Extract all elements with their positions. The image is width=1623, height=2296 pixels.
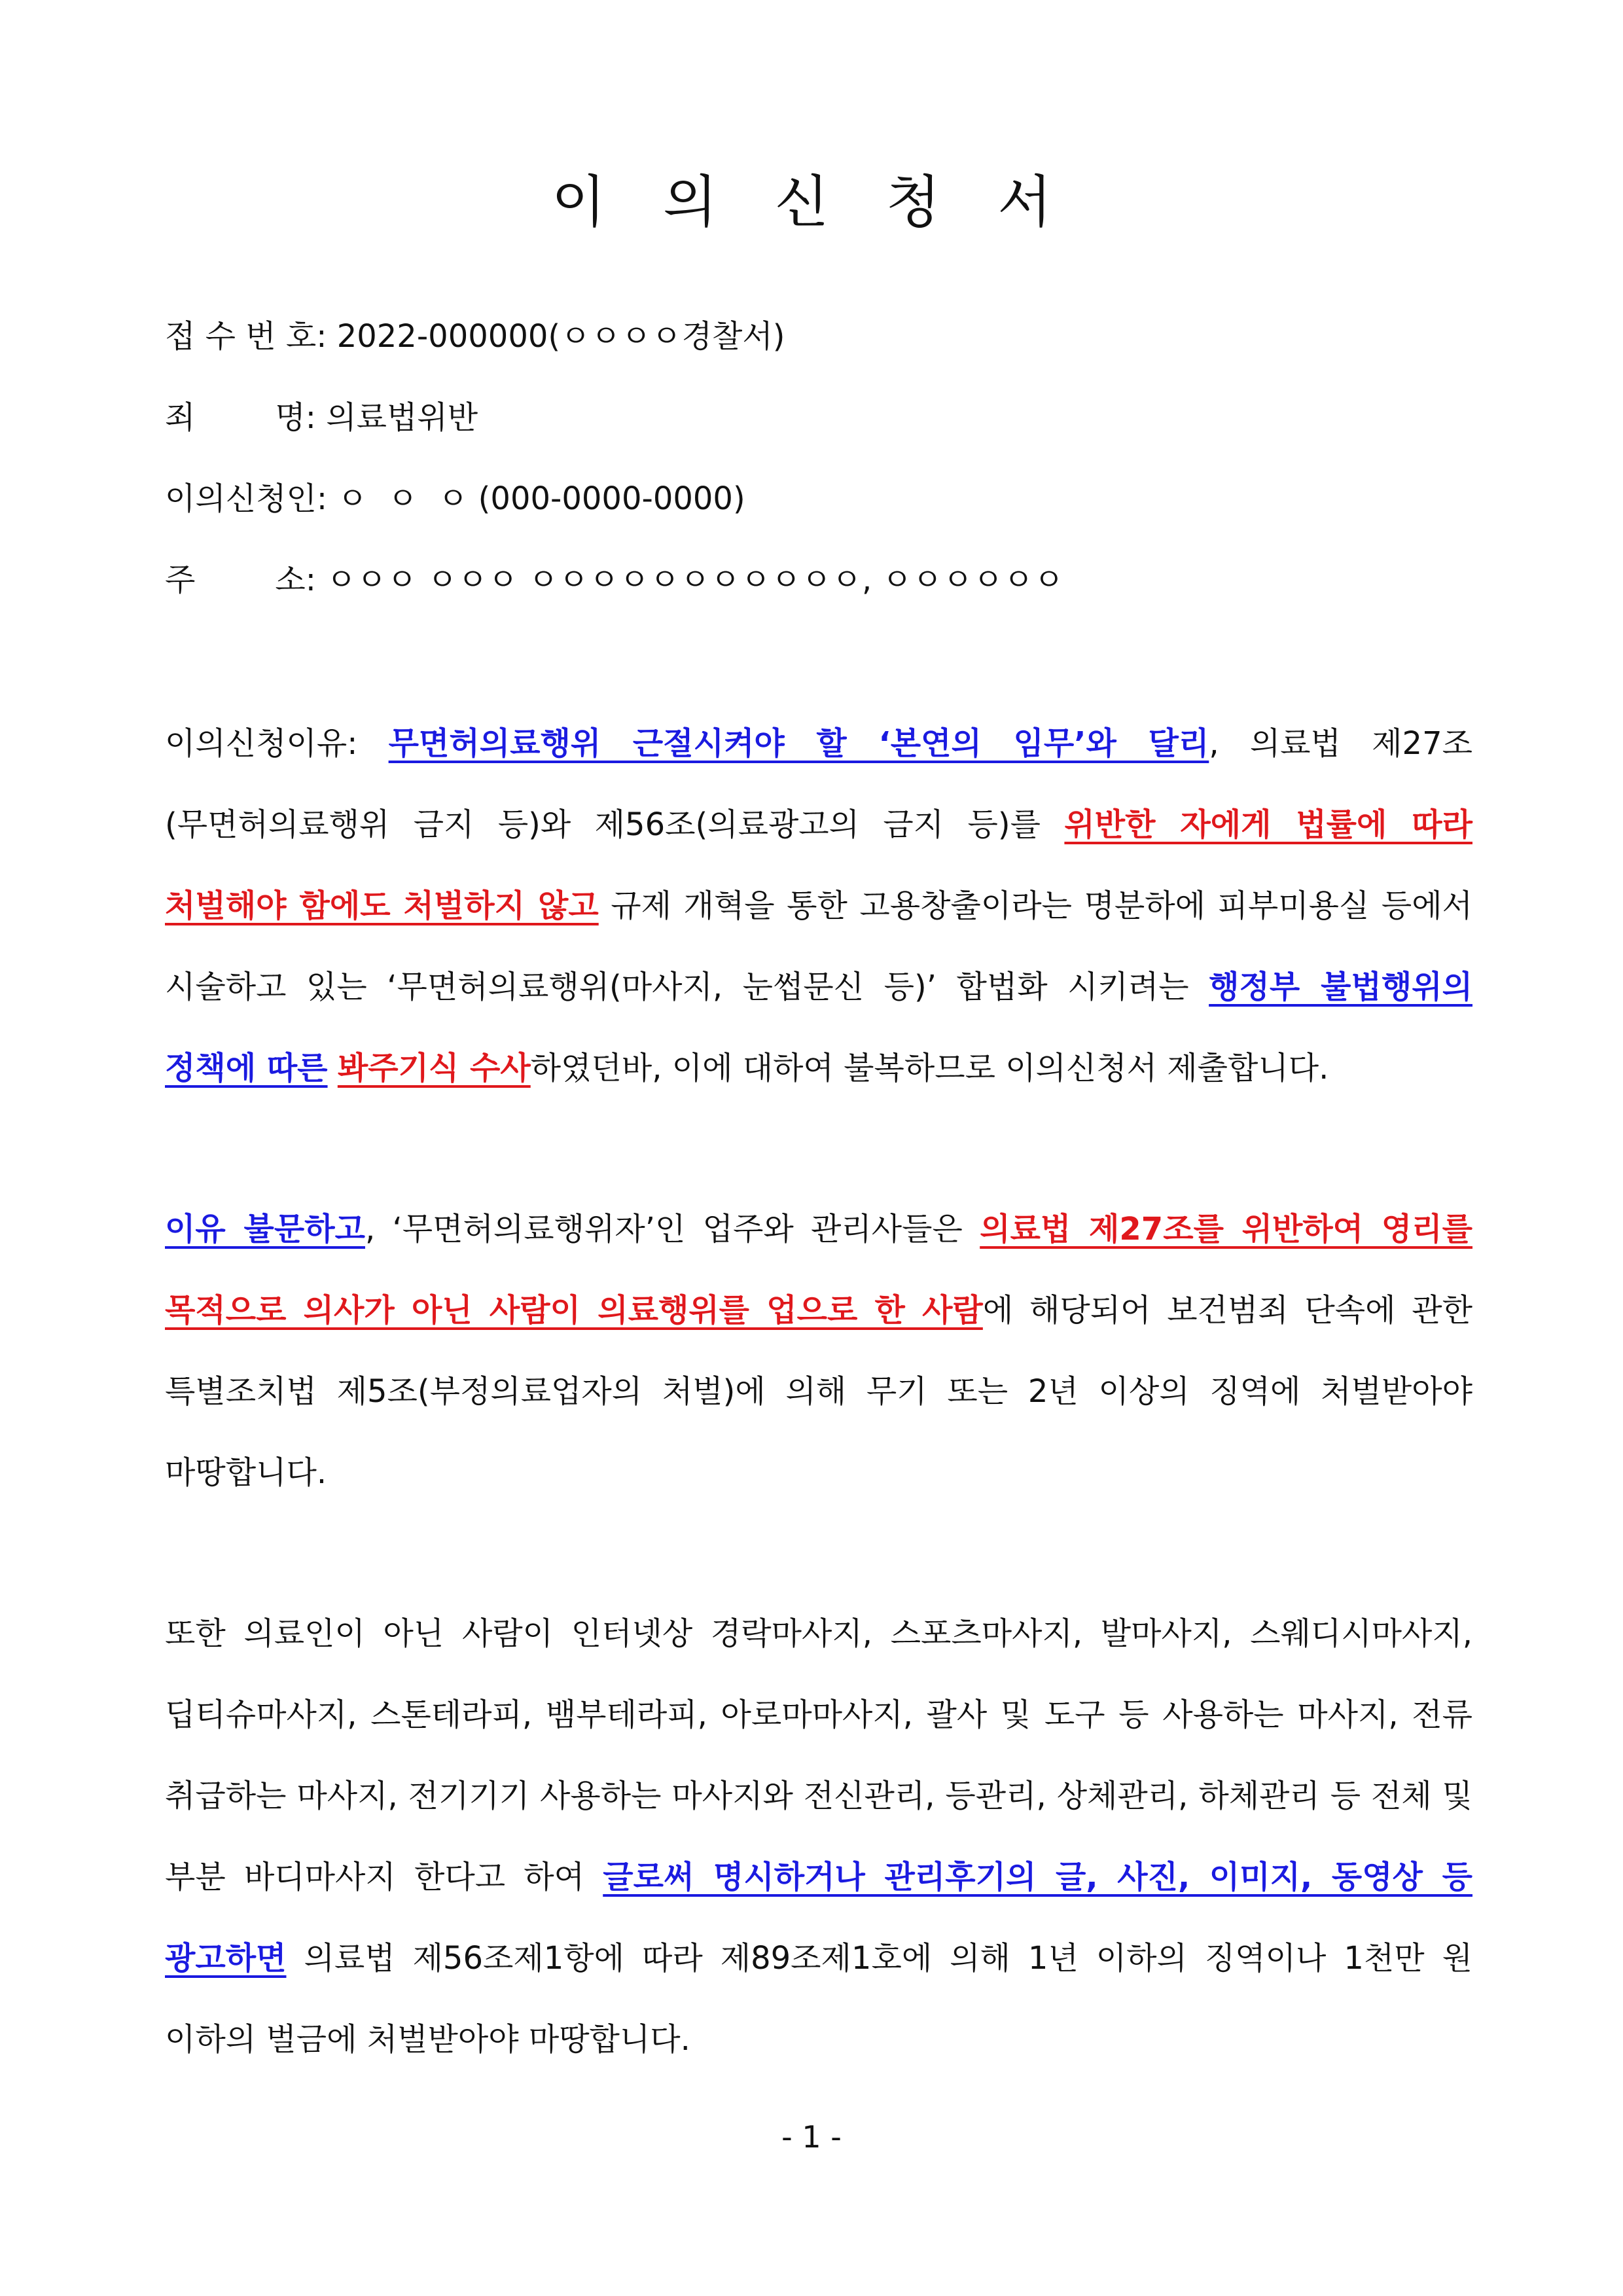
emphasis-red: 의료법 제27조를 위반하여 영리를 목적으로 의사가 아닌 사람이 의료행위를 업으로 한 사람 (165, 1211, 1473, 1329)
emphasis-blue: 글로써 명시하거나 관리후기의 글, 사진, 이미지, 동영상 등 광고하면 (165, 1859, 1472, 1977)
receipt-number-line (165, 318, 785, 356)
body-text: , ‘무면허의료행위자’인 업주와 관리사들은 (365, 1211, 980, 1247)
emphasis-red: 봐주기식 수사 (337, 1050, 531, 1086)
emphasis-blue: 행정부 불법행위의 정책에 따른 (165, 969, 1472, 1086)
paragraph-violation (165, 1189, 1472, 1513)
emphasis-blue: 무면허의료행위 근절시켜야 할 ‘본연의 임무’와 달리 (388, 725, 1209, 762)
applicant-value: ㅇ ㅇ ㅇ (000-0000-0000) (337, 480, 745, 517)
body-text: 의료법 제56조제1항에 따라 제89조제1호에 의해 1년 이하의 징역이나 1천만 원 이하의 벌금에 처벌받아야 마땅합니다. (165, 1940, 1472, 2058)
charge-line (165, 399, 478, 437)
paragraph-objection-reason (165, 703, 1472, 1109)
address-value: ㅇㅇㅇ ㅇㅇㅇ ㅇㅇㅇㅇㅇㅇㅇㅇㅇㅇㅇ, ㅇㅇㅇㅇㅇㅇ (326, 562, 1064, 598)
page-number: - 1 - (781, 2119, 842, 2155)
applicant-line (165, 480, 745, 518)
paragraph-advertising (165, 1593, 1472, 2080)
body-text: 또한 의료인이 아닌 사람이 인터넷상 경락마사지, 스포츠마사지, 발마사지, 스웨디시마사지, 딥티슈마사지, 스톤테라피, 뱀부테라피, 아로마마사지, 괄사 및 도구 등 사용하는 마사지, 전류 취급하는 마사지, 전기기기 사용하는 마사지와 전신관리, 등관리, 상체관리, 하체관리 등 전체 및 부분 바디마사지 한다고 하여 (165, 1615, 1472, 1895)
address-label: 주 소: (165, 562, 316, 598)
reason-label: 이의신청이유: (165, 725, 389, 762)
address-line (165, 562, 1064, 600)
body-text: , 의료법 제27조(무면허의료행위 금지 등)와 제56조(의료광고의 금지 등)를 (165, 725, 1472, 843)
body-text: 규제 개혁을 통한 고용창출이라는 명분하에 피부미용실 등에서 시술하고 있는 ‘무면허의료행위(마사지, 눈썹문신 등)’ 합법화 시키려는 (165, 888, 1473, 1005)
body-text (328, 1050, 338, 1086)
receipt-number-label: 접 수 번 호: (165, 318, 327, 355)
charge-label: 죄 명: (165, 399, 316, 436)
body-text: 에 해당되어 보건범죄 단속에 관한 특별조치법 제5조(부정의료업자의 처벌)에 의해 무기 또는 2년 이상의 징역에 처벌받아야 마땅합니다. (165, 1292, 1472, 1491)
emphasis-red: 위반한 자에게 법률에 따라 처벌해야 함에도 처벌하지 않고 (165, 806, 1472, 924)
receipt-number-value: 2022-000000(ㅇㅇㅇㅇ경찰서) (336, 318, 785, 355)
charge-value: 의료법위반 (326, 399, 478, 436)
body-text: 하였던바, 이에 대하여 불복하므로 이의신청서 제출합니다. (530, 1050, 1329, 1086)
applicant-label: 이의신청인: (165, 480, 328, 517)
emphasis-blue: 이유 불문하고 (165, 1211, 365, 1247)
document-title: 이 의 신 청 서 (551, 170, 1072, 235)
